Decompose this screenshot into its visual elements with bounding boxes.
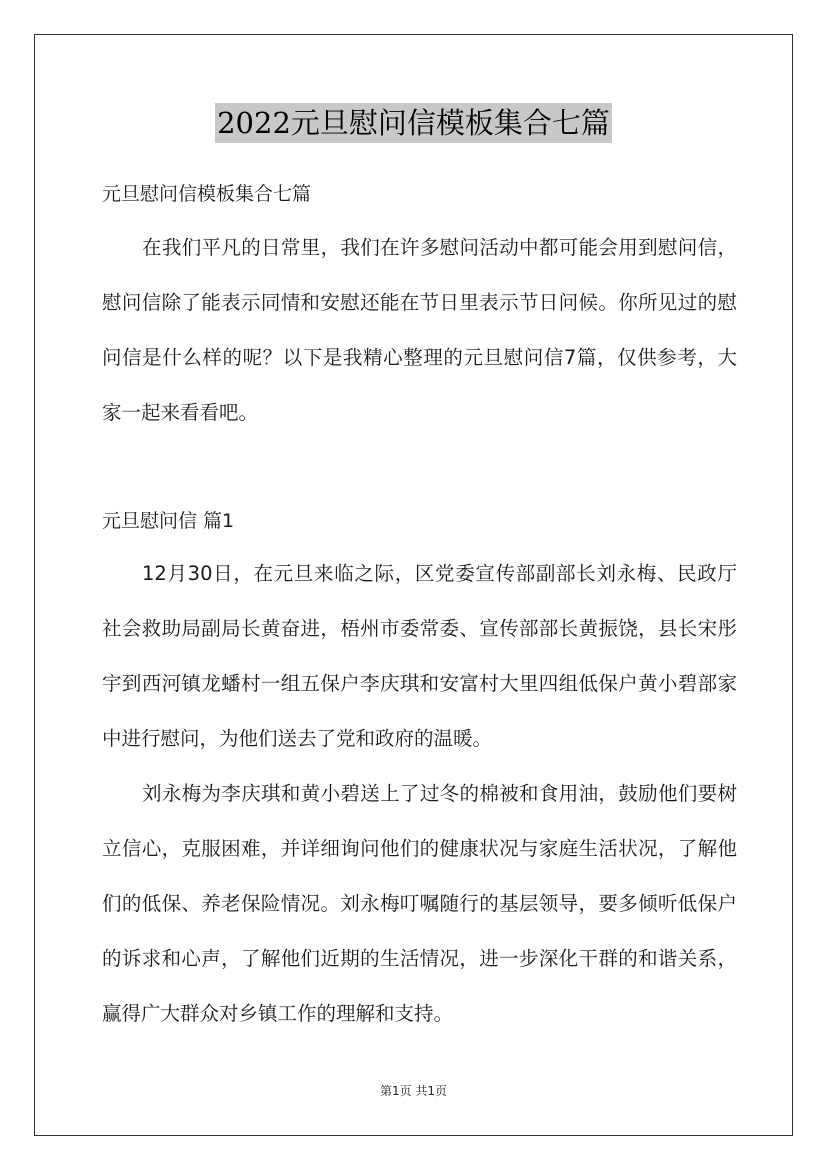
section-heading: 元旦慰问信 篇1: [102, 510, 235, 532]
document-title: 2022元旦慰问信模板集合七篇: [215, 103, 612, 143]
intro-paragraph: 在我们平凡的日常里，我们在许多慰问活动中都可能会用到慰问信，慰问信除了能表示同情和安慰还能在节日里表示节日问候。你所见过的慰问信是什么样的呢？以下是我精心整理的元旦慰问信7篇，仅供参考，大家一起来看看吧。: [102, 236, 737, 424]
section-body: [102, 546, 737, 1041]
intro-body: [102, 220, 737, 440]
intro-heading: 元旦慰问信模板集合七篇: [102, 183, 312, 205]
section-paragraph: 刘永梅为李庆琪和黄小碧送上了过冬的棉被和食用油，鼓励他们要树立信心，克服困难，并详细询问他们的健康状况与家庭生活状况，了解他们的低保、养老保险情况。刘永梅叮嘱随行的基层领导，要多倾听低保户的诉求和心声，了解他们近期的生活情况，进一步深化干群的和谐关系，赢得广大群众对乡镇工作的理解和支持。: [102, 782, 737, 1025]
section-paragraph: 12月30日，在元旦来临之际，区党委宣传部副部长刘永梅、民政厅社会救助局副局长黄奋进，梧州市委常委、宣传部部长黄振饶，县长宋彤宇到西河镇龙蟠村一组五保户李庆琪和安富村大里四组低保户黄小碧部家中进行慰问，为他们送去了党和政府的温暖。: [102, 562, 737, 750]
title-container: [0, 103, 827, 143]
page-footer: 第1页 共1页: [379, 1084, 448, 1098]
